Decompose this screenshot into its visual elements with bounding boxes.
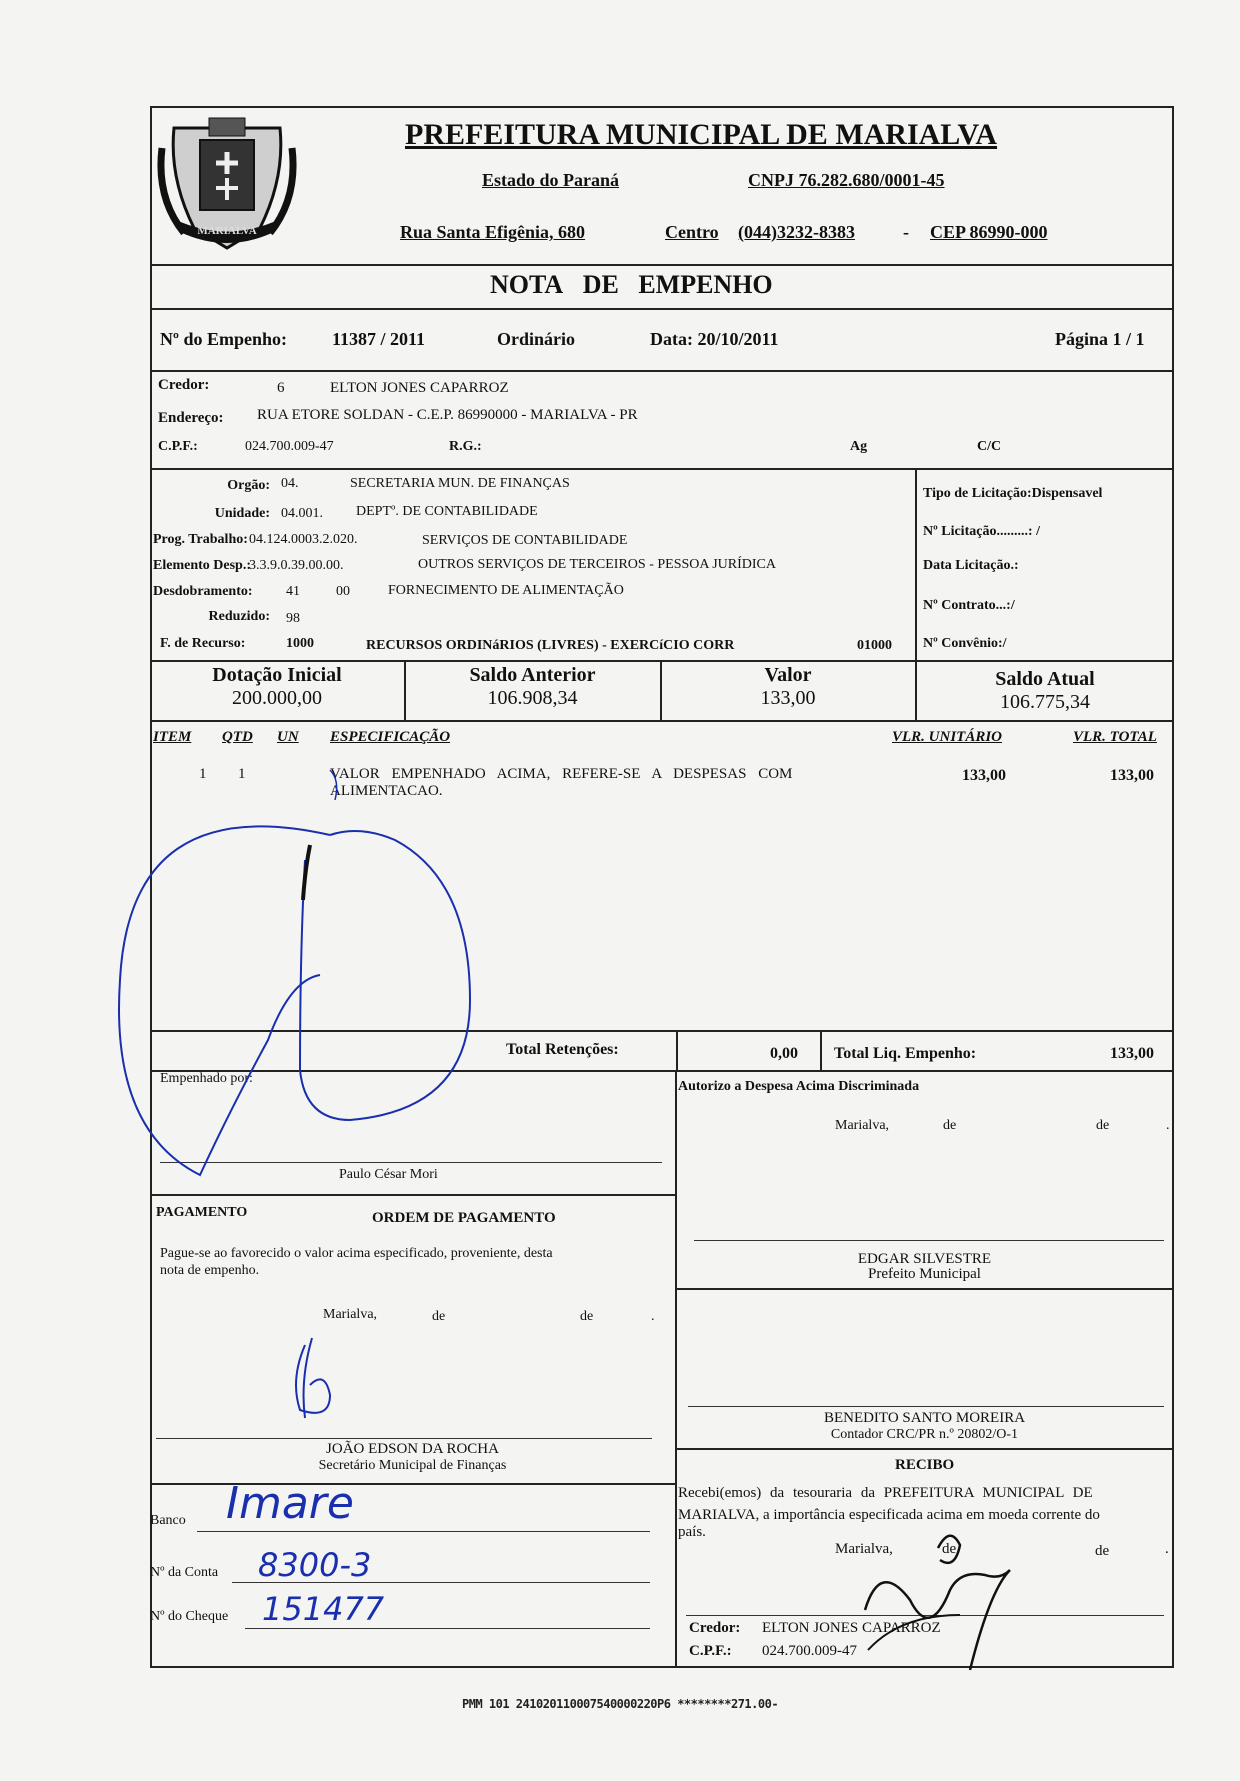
contador-role: Contador CRC/PR n.º 20802/O-1 [830, 1427, 1019, 1442]
desd-label: Desdobramento: [153, 584, 253, 599]
red-label: Reduzido: [208, 609, 270, 624]
retencoes-value: 0,00 [770, 1045, 798, 1062]
creditor-ag-label: Ag [850, 439, 868, 454]
pagamento-dot: . [651, 1309, 655, 1324]
item-spec-line2: ALIMENTACAO. [330, 783, 443, 799]
recibo-cpf: 024.700.009-47 [762, 1643, 857, 1659]
pagamento-de2: de [580, 1309, 594, 1324]
conta-value: 8300-3 [258, 1546, 372, 1584]
desd-code2: 00 [336, 584, 350, 599]
header-cnpj: CNPJ 76.282.680/0001-45 [748, 170, 945, 190]
items-header-un: UN [277, 729, 299, 745]
prog-label: Prog. Trabalho: [153, 532, 248, 547]
total-dotacao [150, 664, 404, 710]
unidade-code: 04.001. [281, 506, 323, 521]
total-dotacao-value: 200.000,00 [232, 687, 322, 709]
prog-code: 04.124.0003.2.020. [249, 532, 358, 547]
contador-name: BENEDITO SANTO MOREIRA [823, 1410, 1026, 1426]
autorizo-de1: de [943, 1118, 957, 1133]
empenho-page: Página 1 / 1 [1055, 329, 1145, 349]
empenhado-label: Empenhado por: [160, 1071, 253, 1086]
licitacao-tipo: Tipo de Licitação:Dispensavel [923, 486, 1103, 501]
creditor-code: 6 [277, 380, 285, 396]
creditor-name: ELTON JONES CAPARROZ [330, 380, 509, 396]
autorizo-dot: . [1166, 1118, 1170, 1133]
autorizo-label: Autorizo a Despesa Acima Discriminada [678, 1079, 920, 1094]
recibo-place: Marialva, [835, 1541, 893, 1557]
creditor-rg-label: R.G.: [449, 439, 482, 454]
pagamento-text-line1: Pague-se ao favorecido o valor acima especificado, proveniente, desta [160, 1246, 553, 1261]
header-title: PREFEITURA MUNICIPAL DE MARIALVA [405, 118, 998, 151]
doc-title-w1: NOTA [490, 270, 564, 299]
prog-name: SERVIÇOS DE CONTABILIDADE [422, 533, 628, 548]
recibo-text-line2: MARIALVA, a importância especificada acima em moeda corrente do [678, 1507, 1100, 1523]
items-header-unit: VLR. UNITÁRIO [892, 729, 1003, 745]
empenho-number: 11387 / 2011 [332, 329, 426, 349]
total-saldo-anterior [405, 664, 660, 710]
secretario-role: Secretário Municipal de Finanças [318, 1458, 507, 1473]
header-district: Centro [665, 222, 719, 242]
recibo-dot: . [1165, 1541, 1169, 1557]
creditor-address: RUA ETORE SOLDAN - C.E.P. 86990000 - MARIALVA - PR [257, 407, 638, 423]
recibo-text-line3: país. [678, 1524, 706, 1540]
item-qtd: 1 [238, 766, 246, 782]
licitacao-numero: Nº Licitação.........: / [923, 524, 1040, 539]
unidade-name: DEPTº. DE CONTABILIDADE [356, 504, 538, 519]
desd-name: FORNECIMENTO DE ALIMENTAÇÃO [388, 583, 624, 598]
doc-title [490, 270, 773, 300]
total-saldo-atual [916, 668, 1174, 714]
empenho-type: Ordinário [497, 329, 576, 349]
header-dash: - [903, 222, 909, 242]
item-spec-line1: VALOR EMPENHADO ACIMA, REFERE-SE A DESPESAS COM [330, 766, 793, 782]
total-valor-value: 133,00 [760, 687, 816, 709]
total-saldo-anterior-label: Saldo Anterior [469, 664, 596, 686]
recibo-credor-name: ELTON JONES CAPARROZ [762, 1620, 941, 1636]
fonte-label: F. de Recurso: [160, 636, 246, 651]
orgao-label: Orgão: [227, 478, 270, 493]
doc-title-w3: EMPENHO [638, 270, 773, 299]
items-header-qtd: QTD [222, 729, 253, 745]
header-cep: CEP 86990-000 [930, 222, 1048, 242]
total-saldo-atual-label: Saldo Atual [995, 668, 1095, 690]
items-header-spec: ESPECIFICAÇÃO [330, 729, 451, 745]
items-header-total: VLR. TOTAL [1073, 729, 1157, 745]
licitacao-convenio: Nº Convênio:/ [923, 636, 1007, 651]
orgao-code: 04. [281, 476, 299, 491]
autorizo-de2: de [1096, 1118, 1110, 1133]
creditor-label: Credor: [158, 377, 210, 393]
fonte-num: 01000 [857, 638, 892, 653]
retencoes-label: Total Retenções: [506, 1041, 619, 1058]
pagamento-label: PAGAMENTO [156, 1205, 248, 1220]
total-valor-label: Valor [764, 664, 812, 686]
seal-ribbon-text: MARIALVA [197, 225, 257, 237]
empenhado-name: Paulo César Mori [339, 1167, 438, 1182]
recibo-credor-label: Credor: [689, 1620, 741, 1636]
municipal-seal-icon [154, 108, 300, 258]
header-state: Estado do Paraná [482, 170, 620, 190]
elem-label: Elemento Desp.: [153, 558, 251, 573]
pagamento-place: Marialva, [323, 1307, 378, 1322]
pagamento-title: ORDEM DE PAGAMENTO [372, 1210, 556, 1226]
desd-code1: 41 [286, 584, 300, 599]
pagamento-text-line2: nota de empenho. [160, 1263, 260, 1278]
doc-title-w2: DE [582, 270, 619, 299]
cheque-label: Nº do Cheque [150, 1609, 229, 1624]
pagamento-de1: de [432, 1309, 446, 1324]
unidade-label: Unidade: [214, 506, 270, 521]
recibo-text-line1: Recebi(emos) da tesouraria da PREFEITURA MUNICIPAL DE [678, 1485, 1093, 1501]
liq-empenho-value: 133,00 [1110, 1045, 1154, 1062]
creditor-address-label: Endereço: [158, 410, 224, 426]
secretario-name: JOÃO EDSON DA ROCHA [326, 1441, 499, 1457]
cheque-value: 151477 [262, 1590, 385, 1628]
autorizo-place: Marialva, [835, 1118, 890, 1133]
recibo-de2: de [1095, 1543, 1110, 1559]
creditor-cc-label: C/C [977, 439, 1002, 454]
total-saldo-atual-value: 106.775,34 [1000, 691, 1090, 713]
recibo-title: RECIBO [895, 1457, 955, 1473]
orgao-name: SECRETARIA MUN. DE FINANÇAS [350, 476, 570, 491]
licitacao-data: Data Licitação.: [923, 558, 1019, 573]
footer-code: PMM 101 241020110007540000220P6 ********271.00- [462, 1697, 779, 1711]
red-code: 98 [286, 611, 300, 626]
header-phone: (044)3232-8383 [738, 222, 855, 242]
total-valor [661, 664, 915, 710]
item-total-value: 133,00 [1110, 767, 1154, 784]
licitacao-contrato: Nº Contrato...:/ [923, 598, 1015, 613]
banco-label: Banco [150, 1513, 186, 1528]
header-street: Rua Santa Efigênia, 680 [400, 222, 586, 242]
prefeito-role: Prefeito Municipal [868, 1266, 981, 1282]
elem-name: OUTROS SERVIÇOS DE TERCEIROS - PESSOA JURÍDICA [418, 557, 777, 572]
elem-code: 3.3.9.0.39.00.00. [249, 558, 344, 573]
creditor-cpf: 024.700.009-47 [245, 439, 334, 454]
conta-label: Nº da Conta [150, 1565, 219, 1580]
item-number: 1 [199, 766, 207, 782]
liq-empenho-label: Total Liq. Empenho: [834, 1045, 977, 1062]
item-unit-value: 133,00 [962, 767, 1006, 784]
fonte-name: RECURSOS ORDINáRIOS (LIVRES) - EXERCíCIO CORR [366, 638, 735, 653]
prefeito-name: EDGAR SILVESTRE [857, 1251, 992, 1267]
empenho-date: Data: 20/10/2011 [650, 329, 779, 349]
empenho-number-label: Nº do Empenho: [160, 329, 287, 349]
recibo-de1: de [942, 1541, 957, 1557]
creditor-cpf-label: C.P.F.: [158, 439, 198, 454]
items-header-item: ITEM [153, 729, 192, 745]
total-saldo-anterior-value: 106.908,34 [487, 687, 578, 709]
fonte-code: 1000 [286, 636, 314, 651]
recibo-cpf-label: C.P.F.: [689, 1643, 732, 1659]
banco-value: Imare [226, 1478, 354, 1529]
total-dotacao-label: Dotação Inicial [212, 664, 342, 686]
